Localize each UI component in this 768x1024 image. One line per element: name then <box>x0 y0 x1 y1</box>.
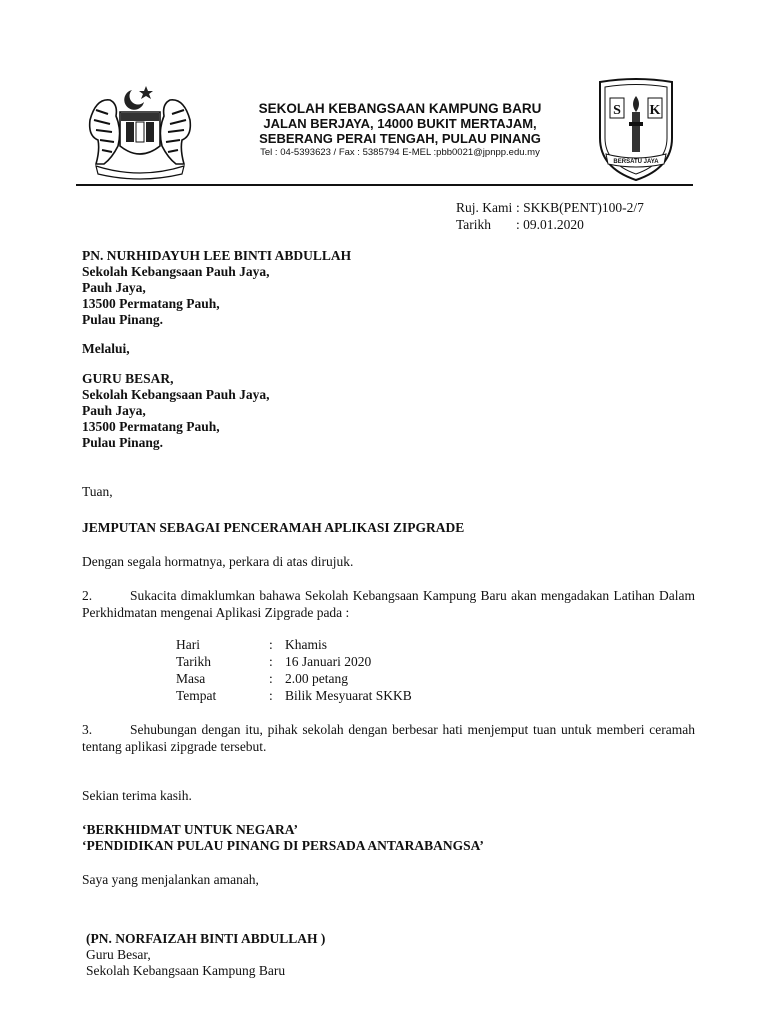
letter-subject: JEMPUTAN SEBAGAI PENCERAMAH APLIKASI ZIPGRADE <box>82 520 465 535</box>
detail-row: Masa : 2.00 petang <box>176 671 348 686</box>
opening-sentence: Dengan segala hormatnya, perkara di atas dirujuk. <box>82 554 354 569</box>
school-address-line1: JALAN BERJAYA, 14000 BUKIT MERTAJAM, <box>263 116 537 131</box>
paragraph-3 <box>82 721 695 755</box>
detail-value: Khamis <box>285 637 327 652</box>
detail-value: 2.00 petang <box>285 671 348 686</box>
school-name: SEKOLAH KEBANGSAAN KAMPUNG BARU <box>258 101 542 116</box>
letterhead-divider <box>76 184 693 186</box>
crest-motto: BERSATU JAYA <box>613 159 659 165</box>
tarikh-label: Tarikh <box>456 217 492 232</box>
paragraph-2 <box>82 587 695 621</box>
recipient-line: Pulau Pinang. <box>82 312 164 327</box>
recipient-name: PN. NURHIDAYUH LEE BINTI ABDULLAH <box>82 248 352 263</box>
reference-ruj <box>456 200 644 216</box>
via-line: Pauh Jaya, <box>82 403 146 418</box>
recipient-line: Sekolah Kebangsaan Pauh Jaya, <box>82 264 270 279</box>
detail-key: Masa <box>176 671 206 686</box>
signatory-school: Sekolah Kebangsaan Kampung Baru <box>86 963 286 978</box>
detail-key: Tempat <box>176 688 217 703</box>
via-line: Pulau Pinang. <box>82 435 164 450</box>
detail-row: Tarikh : 16 Januari 2020 <box>176 654 372 669</box>
crest-letter-s: S <box>613 103 621 118</box>
tarikh-value: : 09.01.2020 <box>516 217 584 232</box>
ruj-value: : SKKB(PENT)100-2/7 <box>516 200 644 215</box>
detail-key: Tarikh <box>176 654 212 669</box>
detail-key: Hari <box>176 637 200 652</box>
salutation: Tuan, <box>82 484 113 499</box>
signatory-title: Guru Besar, <box>86 947 151 962</box>
recipient-line: 13500 Permatang Pauh, <box>82 296 220 311</box>
trust-line: Saya yang menjalankan amanah, <box>82 872 259 887</box>
detail-row: Hari : Khamis <box>176 637 327 652</box>
closing: Sekian terima kasih. <box>82 788 192 803</box>
slogan-2: ‘PENDIDIKAN PULAU PINANG DI PERSADA ANTARABANGSA’ <box>82 838 484 853</box>
school-crest-logo <box>596 78 676 182</box>
reference-tarikh <box>456 217 584 233</box>
detail-value: Bilik Mesyuarat SKKB <box>285 688 412 703</box>
via-line: 13500 Permatang Pauh, <box>82 419 220 434</box>
paragraph-text: Sukacita dimaklumkan bahawa Sekolah Kebangsaan Kampung Baru akan mengadakan Latihan Dalam Perkhidmatan mengenai Aplikasi Zipgrade pada : <box>82 588 695 620</box>
signatory-name: (PN. NORFAIZAH BINTI ABDULLAH ) <box>86 931 326 946</box>
via-title: GURU BESAR, <box>82 371 174 386</box>
detail-value: 16 Januari 2020 <box>285 654 372 669</box>
paragraph-text: Sehubungan dengan itu, pihak sekolah dengan berbesar hati menjemput tuan untuk memberi ceramah tentang aplikasi zipgrade tersebut. <box>82 722 695 754</box>
coat-of-arms-logo <box>82 80 198 180</box>
slogan-1: ‘BERKHIDMAT UNTUK NEGARA’ <box>82 822 299 837</box>
detail-row: Tempat : Bilik Mesyuarat SKKB <box>176 688 412 703</box>
paragraph-number: 3. <box>82 722 93 737</box>
ruj-label: Ruj. Kami <box>456 200 513 215</box>
school-contact: Tel : 04-5393623 / Fax : 5385794 E-MEL :pbb0021@jpnpp.edu.my <box>260 147 540 158</box>
school-address-line2: SEBERANG PERAI TENGAH, PULAU PINANG <box>259 131 541 146</box>
via-label: Melalui, <box>82 341 130 356</box>
paragraph-number: 2. <box>82 588 93 603</box>
crest-letter-k: K <box>649 103 661 118</box>
via-line: Sekolah Kebangsaan Pauh Jaya, <box>82 387 270 402</box>
recipient-line: Pauh Jaya, <box>82 280 146 295</box>
